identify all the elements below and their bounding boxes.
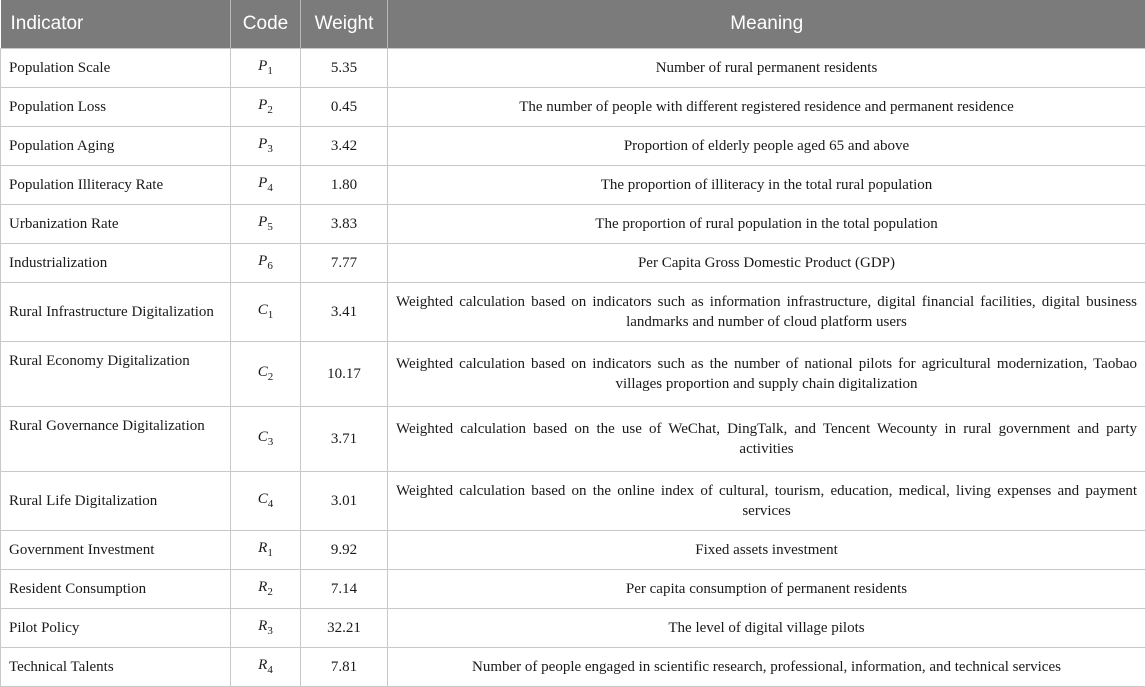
- code-subscript: 2: [268, 371, 274, 383]
- table-row: [1, 531, 1145, 570]
- code-letter: C: [258, 491, 268, 507]
- code-letter: R: [258, 540, 267, 556]
- meaning-cell: Per Capita Gross Domestic Product (GDP): [388, 244, 1145, 283]
- code-cell: [231, 407, 301, 472]
- code-cell: [231, 88, 301, 127]
- meaning-cell: Weighted calculation based on indicators such as information infrastructure, digital financial facilities, digital business landmarks and number of cloud platform users: [388, 283, 1145, 342]
- code-cell: [231, 166, 301, 205]
- table-row: [1, 648, 1145, 687]
- weight-cell: 3.42: [301, 127, 388, 166]
- indicator-cell: Industrialization: [1, 244, 231, 283]
- code-subscript: 1: [267, 547, 273, 559]
- weight-cell: 0.45: [301, 88, 388, 127]
- code-cell: [231, 244, 301, 283]
- code-cell: [231, 648, 301, 687]
- indicator-cell: Population Loss: [1, 88, 231, 127]
- weight-cell: 7.14: [301, 570, 388, 609]
- indicator-cell: Resident Consumption: [1, 570, 231, 609]
- weight-cell: 32.21: [301, 609, 388, 648]
- header-meaning: Meaning: [388, 0, 1145, 49]
- code-cell: [231, 127, 301, 166]
- code-letter: C: [258, 429, 268, 445]
- weight-cell: 3.71: [301, 407, 388, 472]
- meaning-cell: Weighted calculation based on indicators such as the number of national pilots for agricultural modernization, Taobao villages proportion and supply chain digitalization: [388, 342, 1145, 407]
- indicator-cell: Government Investment: [1, 531, 231, 570]
- table-row: [1, 244, 1145, 283]
- table-row: [1, 166, 1145, 205]
- meaning-cell: Per capita consumption of permanent residents: [388, 570, 1145, 609]
- code-subscript: 1: [268, 309, 274, 321]
- weight-cell: 5.35: [301, 49, 388, 88]
- meaning-cell: Fixed assets investment: [388, 531, 1145, 570]
- header-weight: Weight: [301, 0, 388, 49]
- code-subscript: 2: [267, 586, 273, 598]
- code-letter: R: [258, 657, 267, 673]
- code-subscript: 3: [268, 436, 274, 448]
- code-cell: [231, 531, 301, 570]
- table-row: [1, 342, 1145, 407]
- code-subscript: 5: [267, 221, 273, 233]
- weight-cell: 7.77: [301, 244, 388, 283]
- table-row: [1, 609, 1145, 648]
- indicator-cell: Rural Infrastructure Digitalization: [1, 283, 231, 342]
- code-letter: P: [258, 97, 267, 113]
- code-subscript: 1: [267, 65, 273, 77]
- code-letter: P: [258, 214, 267, 230]
- meaning-cell: The proportion of rural population in the total population: [388, 205, 1145, 244]
- code-cell: [231, 342, 301, 407]
- meaning-cell: The proportion of illiteracy in the total rural population: [388, 166, 1145, 205]
- code-subscript: 2: [267, 104, 273, 116]
- meaning-cell: Weighted calculation based on the online index of cultural, tourism, education, medical, living expenses and payment services: [388, 472, 1145, 531]
- indicator-cell: Rural Life Digitalization: [1, 472, 231, 531]
- code-letter: P: [258, 136, 267, 152]
- indicator-cell: Pilot Policy: [1, 609, 231, 648]
- weight-cell: 10.17: [301, 342, 388, 407]
- code-subscript: 4: [268, 498, 274, 510]
- indicator-cell: Population Illiteracy Rate: [1, 166, 231, 205]
- code-letter: C: [258, 364, 268, 380]
- code-cell: [231, 609, 301, 648]
- code-letter: P: [258, 58, 267, 74]
- code-cell: [231, 472, 301, 531]
- code-cell: [231, 205, 301, 244]
- code-subscript: 3: [267, 143, 273, 155]
- weight-cell: 3.01: [301, 472, 388, 531]
- indicator-cell: Rural Economy Digitalization: [1, 342, 231, 407]
- table-row: [1, 472, 1145, 531]
- indicator-cell: Urbanization Rate: [1, 205, 231, 244]
- code-cell: [231, 570, 301, 609]
- meaning-cell: The level of digital village pilots: [388, 609, 1145, 648]
- code-subscript: 4: [267, 664, 273, 676]
- meaning-cell: Weighted calculation based on the use of WeChat, DingTalk, and Tencent Wecounty in rural government and party activities: [388, 407, 1145, 472]
- header-indicator: Indicator: [1, 0, 231, 49]
- indicator-cell: Technical Talents: [1, 648, 231, 687]
- header-row: [1, 0, 1145, 49]
- code-letter: C: [258, 302, 268, 318]
- indicator-cell: Population Aging: [1, 127, 231, 166]
- table-row: [1, 49, 1145, 88]
- meaning-cell: The number of people with different registered residence and permanent residence: [388, 88, 1145, 127]
- weight-cell: 9.92: [301, 531, 388, 570]
- code-cell: [231, 49, 301, 88]
- table-row: [1, 407, 1145, 472]
- indicator-cell: Population Scale: [1, 49, 231, 88]
- code-cell: [231, 283, 301, 342]
- table-row: [1, 570, 1145, 609]
- table-row: [1, 127, 1145, 166]
- meaning-cell: Number of people engaged in scientific research, professional, information, and technical services: [388, 648, 1145, 687]
- table-row: [1, 88, 1145, 127]
- table-row: [1, 205, 1145, 244]
- code-subscript: 3: [267, 625, 273, 637]
- table-row: [1, 283, 1145, 342]
- weight-cell: 3.41: [301, 283, 388, 342]
- code-letter: P: [258, 175, 267, 191]
- weight-cell: 3.83: [301, 205, 388, 244]
- meaning-cell: Number of rural permanent residents: [388, 49, 1145, 88]
- code-letter: R: [258, 579, 267, 595]
- weight-cell: 7.81: [301, 648, 388, 687]
- weight-cell: 1.80: [301, 166, 388, 205]
- header-code: Code: [231, 0, 301, 49]
- code-letter: P: [258, 253, 267, 269]
- table-header: [1, 0, 1145, 49]
- code-subscript: 4: [267, 182, 273, 194]
- code-subscript: 6: [267, 260, 273, 272]
- meaning-cell: Proportion of elderly people aged 65 and above: [388, 127, 1145, 166]
- code-letter: R: [258, 618, 267, 634]
- table-body: [1, 49, 1145, 687]
- indicator-cell: Rural Governance Digitalization: [1, 407, 231, 472]
